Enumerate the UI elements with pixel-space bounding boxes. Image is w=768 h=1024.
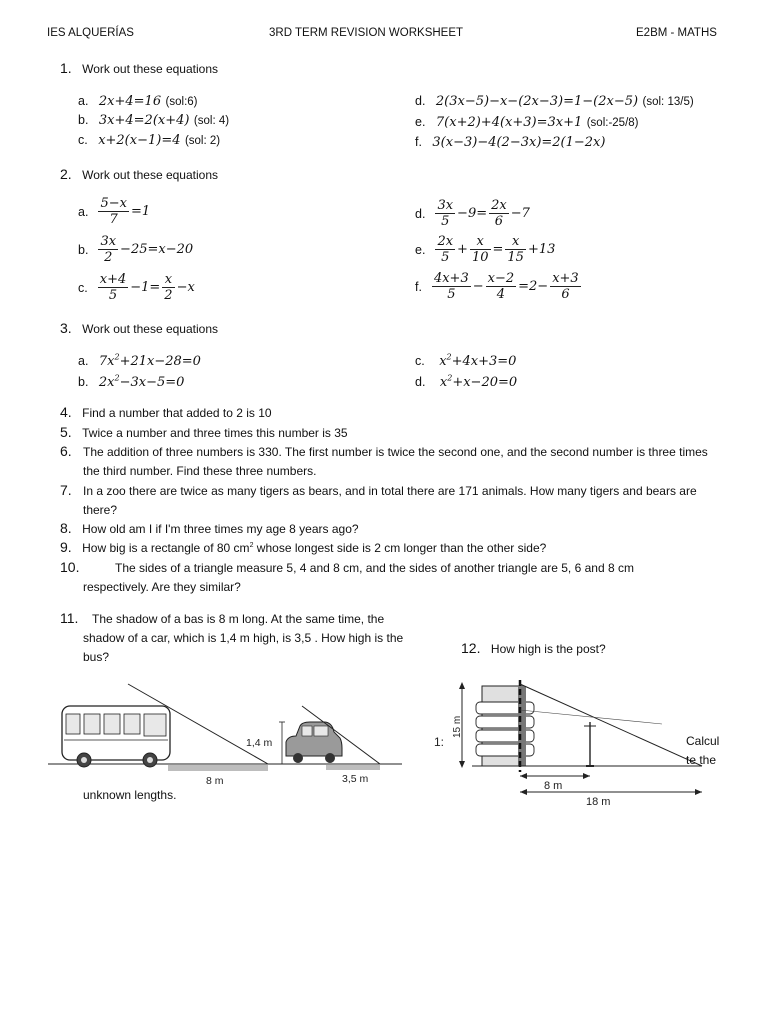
eq-1d: d. 2(3x−5)−x−(2x−3)=1−(2x−5) (sol: 13/5) bbox=[415, 94, 694, 109]
question-number: 1. bbox=[60, 60, 72, 76]
eq-1a: a. 2x+4=16 (sol:6) bbox=[78, 94, 198, 109]
fraction: $\frac{3x}{2}$ bbox=[100, 234, 117, 265]
car-shadow-label: 3,5 m bbox=[342, 773, 369, 785]
bus-car-shadow-figure bbox=[44, 676, 406, 792]
question-text: Work out these equations bbox=[82, 62, 219, 76]
building-icon bbox=[476, 686, 534, 766]
eq-1c: c. x+2(x−1)=4 (sol: 2) bbox=[78, 133, 221, 148]
eq-1b: b. 3x+4=2(x+4) (sol: 4) bbox=[78, 113, 230, 128]
question-1 bbox=[60, 60, 218, 78]
fraction: $\frac{4x+3}{5}$ bbox=[433, 271, 469, 302]
header-title: 3RD TERM REVISION WORKSHEET bbox=[269, 27, 464, 39]
header-school: IES ALQUERÍAS bbox=[47, 27, 134, 39]
long-base-label: 18 m bbox=[586, 796, 611, 806]
fraction: $\frac{2x}{5}$ bbox=[437, 234, 454, 265]
problem-4: 4. Find a number that added to 2 is 10 bbox=[60, 404, 272, 420]
eq-2e: e. $\frac{2x}{5}$ + $\frac{x}{10}$ = $\frac{x}{15}$ +13 bbox=[415, 234, 556, 265]
problem-7: 7. In a zoo there are twice as many tigers as bears, and in total there are 171 animals. How many tigers and bears are there? bbox=[60, 482, 697, 517]
question-number: 2. bbox=[60, 166, 72, 182]
fraction: $\frac{x+3}{6}$ bbox=[552, 271, 579, 302]
question-3 bbox=[60, 320, 218, 338]
problem-9: 9. How big is a rectangle of 80 $cm^2$ whose longest side is 2 cm longer than the other side? bbox=[60, 539, 547, 555]
eq-3b: b. $2x^2-3x-5=0$ bbox=[78, 373, 185, 390]
eq-2b: b. $\frac{3x}{2}$ −25=x−20 bbox=[78, 234, 194, 265]
problem-5: 5. Twice a number and three times this number is 35 bbox=[60, 424, 348, 440]
header-course: E2BM - MATHS bbox=[636, 27, 717, 39]
question-2 bbox=[60, 166, 218, 184]
fraction: $\frac{x+4}{5}$ bbox=[99, 272, 127, 303]
fraction: $\frac{x}{15}$ bbox=[507, 234, 524, 265]
eq-2c: c. $\frac{x+4}{5}$ −1= $\frac{x}{2}$ −x bbox=[78, 272, 195, 303]
eq-2a: a. $\frac{5-x}{7}$ =1 bbox=[78, 196, 151, 227]
cut-number: 1: bbox=[434, 735, 445, 749]
question-12: 12. How high is the post? bbox=[461, 640, 606, 656]
question-11: 11. The shadow of a bas is 8 m long. At the same time, the shadow of a car, which is 1,4 m high, is 3,5 . How high is the bus? bbox=[60, 610, 404, 664]
q13-text-fragment-1: Calcul bbox=[686, 734, 720, 748]
short-base-label: 8 m bbox=[544, 780, 563, 792]
bus-shadow-label: 8 m bbox=[206, 775, 224, 787]
eq-3a: a. $7x^2+21x-28=0$ bbox=[78, 352, 201, 369]
building-height-label: 15 m bbox=[452, 715, 463, 738]
post-icon bbox=[584, 722, 596, 766]
fraction: $\frac{2x}{6}$ bbox=[491, 198, 507, 229]
eq-2f: f. $\frac{4x+3}{5}$ − $\frac{x-2}{4}$ =2− $\frac{x+3}{6}$ bbox=[415, 271, 579, 302]
problem-8: 8. How old am I if I'm three times my age 8 years ago? bbox=[60, 520, 359, 536]
q13-text-fragment-3: unknown lengths. bbox=[83, 788, 177, 802]
q13-text-fragment-2: te the bbox=[686, 753, 717, 767]
eq-2d: d. $\frac{3x}{5}$ −9= $\frac{2x}{6}$ −7 bbox=[415, 198, 530, 229]
fraction: $\frac{x-2}{4}$ bbox=[487, 271, 515, 302]
problem-6: 6. The addition of three numbers is 330. The first number is twice the second one, and the second number is three times the third number. Find these three numbers. bbox=[60, 443, 708, 478]
car-icon bbox=[286, 722, 342, 763]
fraction: $\frac{x}{2}$ bbox=[164, 272, 173, 303]
question-text: Work out these equations bbox=[82, 322, 219, 336]
eq-1f: f. 3(x−3)−4(2−3x)=2(1−2x) bbox=[415, 135, 606, 150]
question-number: 3. bbox=[60, 320, 72, 336]
eq-1e: e. 7(x+2)+4(x+3)=3x+1 (sol:-25/8) bbox=[415, 115, 639, 130]
eq-3c: c. $x^2+4x+3=0$ bbox=[415, 352, 517, 369]
problem-10: 10. The sides of a triangle measure 5, 4 and 8 cm, and the sides of another triangle are 5, 6 and 8 cm respectively. Are they similar? bbox=[60, 559, 634, 594]
fraction: $\frac{x}{10}$ bbox=[471, 234, 489, 265]
question-text: Work out these equations bbox=[82, 168, 219, 182]
bus-icon bbox=[62, 706, 170, 767]
fraction: $\frac{3x}{5}$ bbox=[437, 198, 454, 229]
post-height-figure bbox=[432, 680, 708, 806]
car-height-label: 1,4 m bbox=[246, 737, 273, 749]
eq-3d: d. $x^2+x-20=0$ bbox=[415, 373, 518, 390]
fraction: $\frac{5-x}{7}$ bbox=[100, 196, 127, 227]
